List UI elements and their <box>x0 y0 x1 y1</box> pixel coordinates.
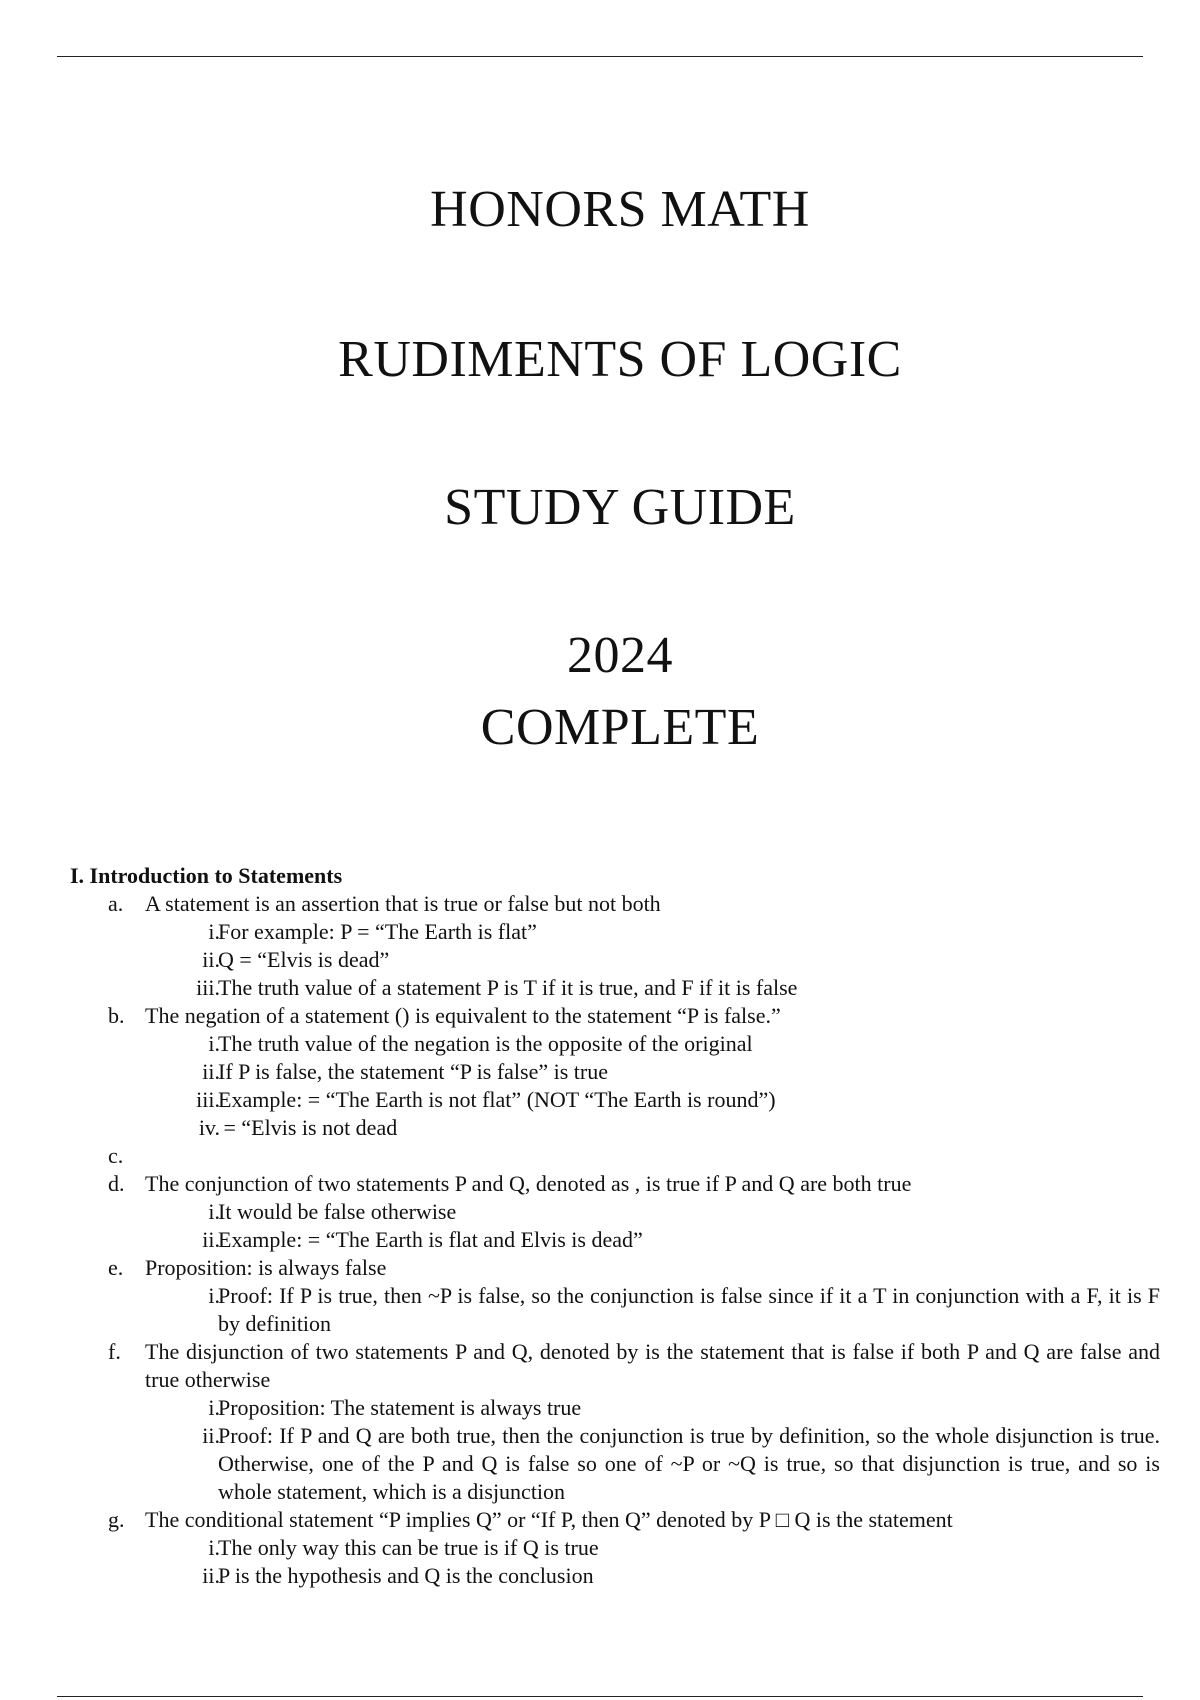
list-item-c <box>70 1142 1160 1170</box>
list-text: The truth value of a statement P is T if it is true, and F if it is false <box>218 975 798 1000</box>
list-marker: iii. <box>196 975 220 1000</box>
list-item-g <box>70 1506 1160 1534</box>
list-marker: i. <box>208 1535 220 1560</box>
list-text: If P is false, the statement “P is false” is true <box>218 1059 608 1084</box>
list-marker: ii. <box>202 1227 220 1252</box>
title-line-honors-math: HONORS MATH <box>430 181 810 238</box>
list-item-d-i <box>70 1198 1160 1226</box>
bottom-rule <box>57 1696 1143 1697</box>
list-text: A statement is an assertion that is true or false but not both <box>145 891 661 916</box>
list-marker: b. <box>108 1003 125 1028</box>
list-marker: e. <box>108 1255 124 1280</box>
list-item-e <box>70 1254 1160 1282</box>
list-item-b-i <box>70 1030 1160 1058</box>
list-item-f <box>70 1338 1160 1394</box>
list-marker: ii. <box>202 1059 220 1084</box>
list-item-f-i <box>70 1394 1160 1422</box>
list-marker: i. <box>208 1031 220 1056</box>
list-item-b <box>70 1002 1160 1030</box>
list-item-a-i <box>70 918 1160 946</box>
list-text: The conditional statement “P implies Q” or “If P, then Q” denoted by P □ Q is the statement <box>145 1507 953 1532</box>
title-line-complete: COMPLETE <box>480 699 760 756</box>
list-text: Proposition: The statement is always true <box>218 1395 582 1420</box>
list-text: = “Elvis is not dead <box>218 1115 398 1140</box>
study-guide-content <box>70 862 1160 1590</box>
list-marker: i. <box>208 1395 220 1420</box>
list-item-d <box>70 1170 1160 1198</box>
list-marker: i. <box>208 1283 220 1308</box>
list-text: For example: P = “The Earth is flat” <box>218 919 537 944</box>
list-item-f-ii <box>70 1422 1160 1506</box>
list-item-b-iv <box>70 1114 1160 1142</box>
list-text: Example: = “The Earth is flat and Elvis is dead” <box>218 1227 643 1252</box>
list-item-g-i <box>70 1534 1160 1562</box>
list-marker: ii. <box>202 1563 220 1588</box>
list-text: P is the hypothesis and Q is the conclusion <box>218 1563 594 1588</box>
list-text: Q = “Elvis is dead” <box>218 947 390 972</box>
list-text: The negation of a statement () is equivalent to the statement “P is false.” <box>145 1003 781 1028</box>
list-item-a <box>70 890 1160 918</box>
list-text: The truth value of the negation is the opposite of the original <box>218 1031 753 1056</box>
section-heading: I. Introduction to Statements <box>70 863 343 888</box>
title-line-study-guide: STUDY GUIDE <box>444 479 796 536</box>
list-item-a-iii <box>70 974 1160 1002</box>
title-line-rudiments: RUDIMENTS OF LOGIC <box>338 331 902 388</box>
list-marker: i. <box>208 1199 220 1224</box>
list-item-e-i <box>70 1282 1160 1338</box>
list-item-g-ii <box>70 1562 1160 1590</box>
list-marker: iii. <box>196 1087 220 1112</box>
top-rule <box>57 56 1143 57</box>
title-line-year: 2024 <box>567 627 673 684</box>
list-text: The disjunction of two statements P and Q, denoted by is the statement that is false if both P and Q are false and true otherwise <box>145 1339 1160 1392</box>
list-text: Example: = “The Earth is not flat” (NOT “The Earth is round”) <box>218 1087 776 1112</box>
list-marker: a. <box>108 891 124 916</box>
list-marker: iv. <box>198 1115 220 1140</box>
list-item-b-iii <box>70 1086 1160 1114</box>
list-marker: i. <box>208 919 220 944</box>
list-text: The only way this can be true is if Q is true <box>218 1535 599 1560</box>
list-marker: g. <box>108 1507 125 1532</box>
list-text: Proof: If P and Q are both true, then the conjunction is true by definition, so the whole disjunction is true. Otherwise, one of the P and Q is false so one of ~P or ~Q is true, so that disjunction is true, and so is whole statement, which is a disjunction <box>218 1423 1160 1504</box>
list-marker: ii. <box>202 947 220 972</box>
list-item-b-ii <box>70 1058 1160 1086</box>
list-marker: d. <box>108 1171 125 1196</box>
list-item-a-ii <box>70 946 1160 974</box>
list-text: The conjunction of two statements P and Q, denoted as , is true if P and Q are both true <box>145 1171 912 1196</box>
list-marker: ii. <box>202 1423 220 1448</box>
list-text: Proposition: is always false <box>145 1255 387 1280</box>
list-text: Proof: If P is true, then ~P is false, so the conjunction is false since if it a T in conjunction with a F, it is F by definition <box>218 1283 1160 1336</box>
list-item-d-ii <box>70 1226 1160 1254</box>
list-marker: f. <box>108 1339 121 1364</box>
list-text: It would be false otherwise <box>218 1199 457 1224</box>
list-marker: c. <box>108 1143 124 1168</box>
